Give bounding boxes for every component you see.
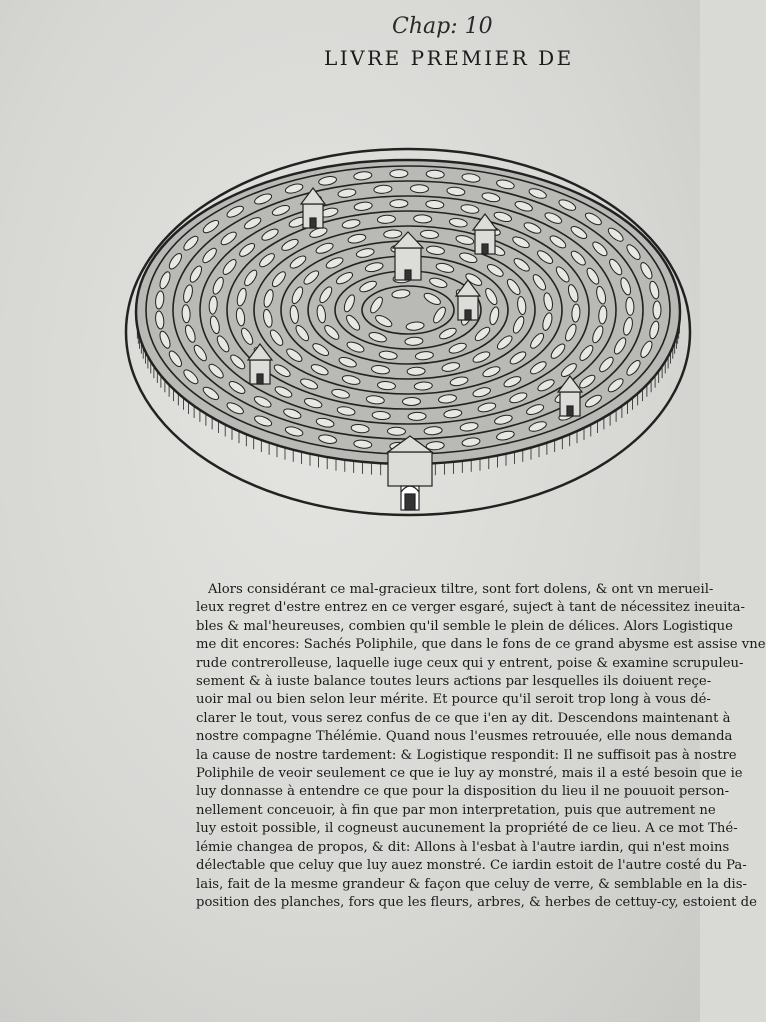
text-line: luy donnasse à entendre ce que pour la disposition du lieu il ne pouuoit person- — [196, 784, 730, 800]
show-through-text — [130, 70, 690, 88]
text-line: la cause de nostre tardement: & Logistique respondit: Il ne suffisoit pas à nostre — [196, 747, 737, 763]
garden-bed — [390, 199, 408, 207]
text-line: position des planches, fors que les fleurs, arbres, & herbes de cettuy-cy, estoient de — [196, 894, 757, 910]
garden-bed — [390, 169, 408, 177]
text-line: luy estoit possible, il cogneust aucunement la propriété de ce lieu. A ce mot Thé- — [196, 821, 738, 837]
garden-bed — [408, 412, 426, 420]
text-line: Alors considérant ce mal-gracieux tiltre, sont fort dolens, & ont vn merueil- — [208, 582, 714, 597]
garden-bed — [387, 427, 405, 435]
text-line: lémie changea de propos, & dit: Allons à l'esbat à l'autre iardin, qui n'est moins — [196, 839, 730, 855]
garden-bed — [410, 184, 428, 192]
text-line: sement & à iuste balance toutes leurs aƈtions par lesquelles ils doiuent reçe- — [196, 674, 712, 690]
text-line: déleƈtable que celuy que luy auez monstré. Ce iardin estoit de l'autre costé du Pa- — [196, 858, 747, 874]
body-paragraph — [196, 581, 766, 912]
spiral-garden-woodcut — [118, 132, 698, 522]
garden-bed — [653, 301, 661, 319]
running-head: LIVRE PREMIER DE — [324, 46, 574, 70]
handwritten-chapter-note: Chap: 10 — [392, 14, 493, 39]
garden-bed — [402, 397, 420, 405]
garden-bed — [407, 367, 425, 376]
text-line: nellement conceuoir, à fin que par mon interpretation, puis que autrement ne — [196, 802, 716, 818]
text-line: me dit encores: Sachés Poliphile, que dans le fons de ce grand abysme est assise vne — [196, 637, 766, 653]
text-line: clarer le tout, vous serez confus de ce que i'en ay dit. Descendons maintenant à — [196, 710, 731, 726]
text-line: leux regret d'estre entrez en ce verger esgaré, sujeƈt à tant de nécessitez ineuita- — [196, 600, 745, 616]
text-line: uoir mal ou bien selon leur mérite. Et pource qu'il seroit trop long à vous dé- — [196, 692, 711, 708]
garden-disk — [136, 160, 680, 464]
text-line: nostre compagne Thélémie. Quand nous l'eusmes retrouuée, elle nous demanda — [196, 729, 733, 745]
garden-bed — [414, 214, 432, 223]
text-line: Poliphile de veoir seulement ce que ie luy ay monstré, mais il a esté besoin que ie — [196, 766, 743, 782]
gate — [388, 436, 432, 510]
text-line: bles & mal'heureuses, combien qu'il semble le plein de délices. Alors Logistique — [196, 618, 733, 634]
text-line: lais, fait de la mesme grandeur & façon que celuy de verre, & semblable en la dis- — [196, 876, 748, 892]
text-line: rude contrerolleuse, laquelle iuge ceux qui y entrent, poise & examine scrupuleu- — [196, 655, 744, 671]
